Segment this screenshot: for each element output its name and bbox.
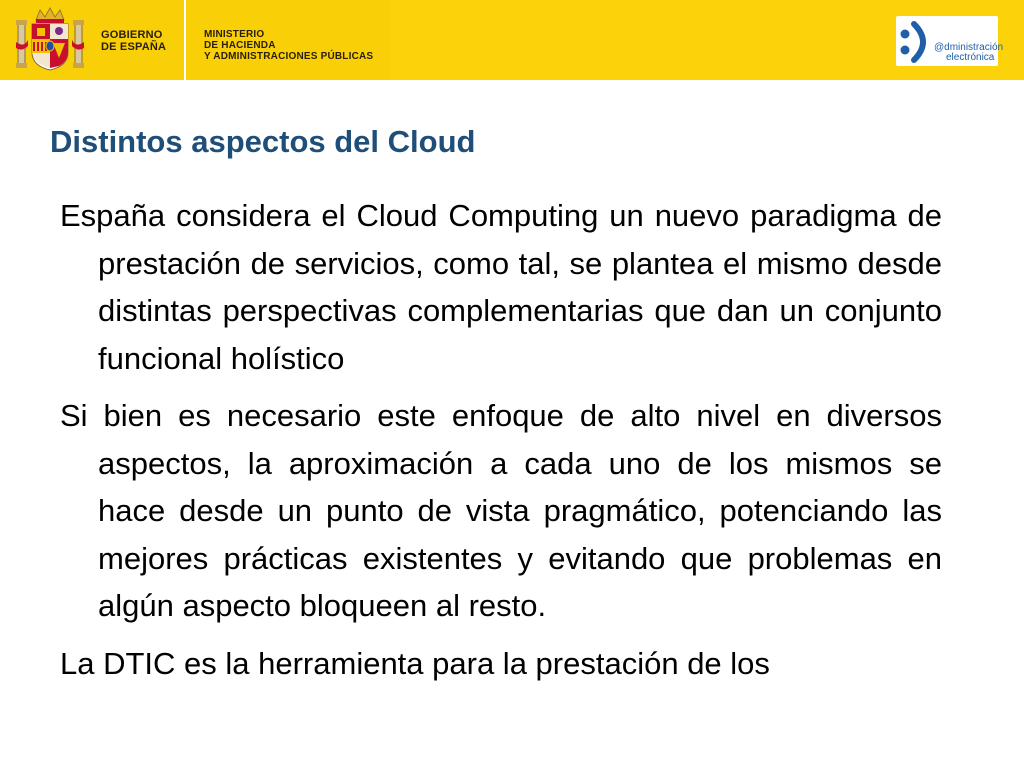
ministry-label-line: DE HACIENDA xyxy=(204,40,276,51)
ministry-label-line: Y ADMINISTRACIONES PÚBLICAS xyxy=(204,51,374,62)
government-label-line: GOBIERNO xyxy=(101,29,163,41)
administracion-electronica-logo xyxy=(896,16,1004,66)
header-banner xyxy=(0,0,1024,80)
slide-title: Distintos aspectos del Cloud xyxy=(50,124,476,159)
body-paragraph: La DTIC es la herramienta para la prestación de los xyxy=(60,645,770,681)
header-divider xyxy=(184,0,186,80)
ae-logo-line2: electrónica xyxy=(946,52,995,63)
smiley-icon xyxy=(898,20,934,64)
ae-logo-line1: @dministración xyxy=(934,42,1004,53)
body-paragraph: Si bien es necesario este enfoque de alto nivel en diversos aspectos, la aproximación a cada uno de los mismos se hace desde un punto de vista pragmático, potenciando las mejores prácticas existentes y evitando que problemas en algún aspecto bloqueen al resto. xyxy=(60,398,942,623)
ministry-label-line: MINISTERIO xyxy=(204,29,265,40)
slide-body xyxy=(60,192,942,697)
body-paragraph: España considera el Cloud Computing un nuevo paradigma de prestación de servicios, como tal, se plantea el mismo desde distintas perspectivas complementarias que dan un conjunto funcional holístico xyxy=(60,198,942,376)
government-label-line: DE ESPAÑA xyxy=(101,41,167,53)
coat-of-arms-icon xyxy=(14,6,86,72)
ae-logo-text xyxy=(934,43,1003,63)
government-label xyxy=(101,29,166,53)
ministry-label xyxy=(204,29,373,62)
